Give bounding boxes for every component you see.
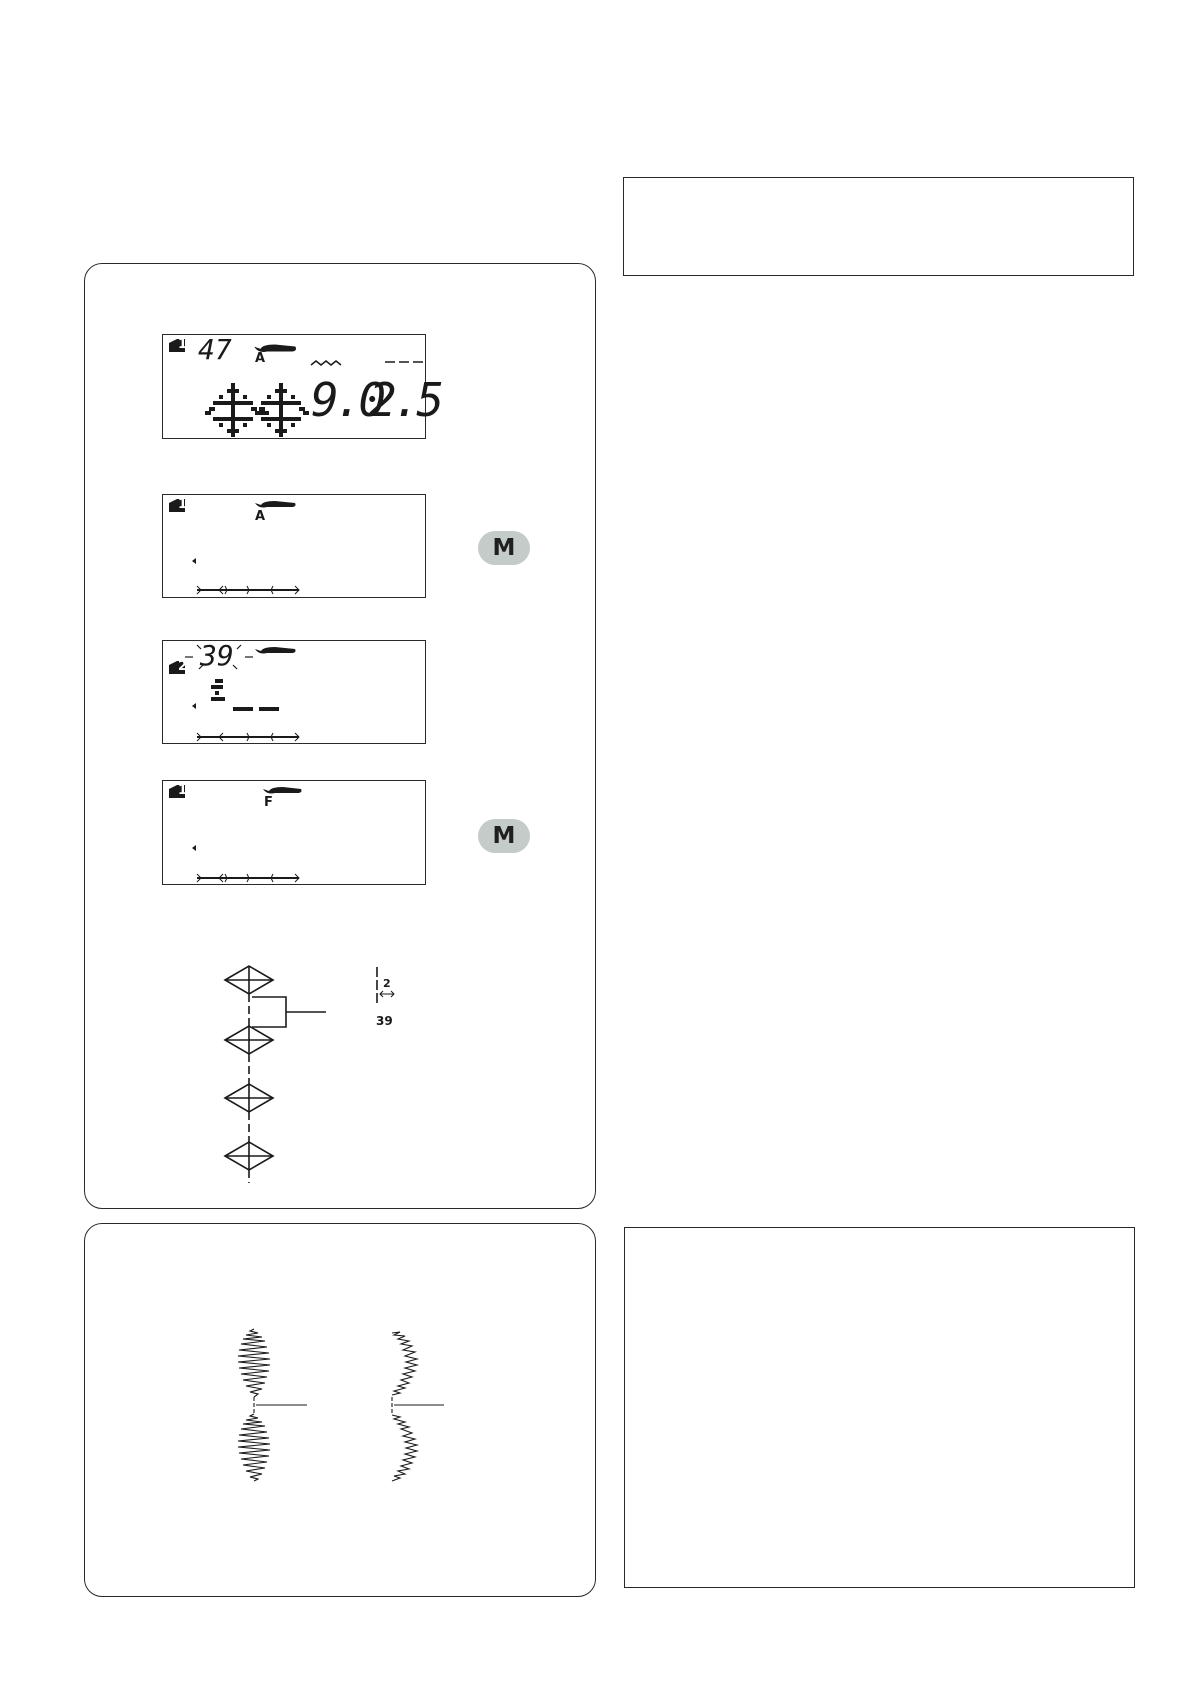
pattern-preview-icon [211,679,279,711]
stitch-width-icon [311,361,341,365]
foot-letter: A [255,351,266,366]
cursor-left-icon [192,845,196,851]
lcd-display-2 [162,494,426,598]
diamond-stitch-icon [225,1084,273,1112]
note-box-bottom [624,1227,1135,1588]
lcd-display-1 [162,333,441,439]
foot-letter: F [264,795,273,810]
note-box-top [623,177,1134,276]
pattern-preview-icon [205,383,309,437]
crescent-icon [392,1332,417,1395]
satin-oval-icon [238,1329,270,1397]
crescent-icon [392,1415,417,1481]
stitch-chart-value: 2 [383,977,391,990]
diamond-stitch-icon [225,1026,273,1054]
stitch-width-value: 9.0 [311,373,383,427]
diamond-stitch-icon [225,966,273,994]
presser-foot-icon [263,787,302,794]
foot-letter: A [255,509,266,524]
presser-foot-icon [255,647,296,654]
memory-number: 2 [178,659,188,674]
stitch-chart-pattern-number: 39 [376,1014,393,1028]
lcd-display-3 [162,640,426,744]
memory-number: 1 [178,337,188,352]
memory-bar [197,586,299,594]
cursor-left-icon [192,703,196,709]
satin-oval-icon [238,1414,270,1481]
tips-panel [84,1223,596,1597]
memory-bar [197,733,299,741]
bracket-callout [252,997,326,1027]
memory-number: 1 [178,783,188,798]
presser-foot-icon [255,501,296,508]
cursor-left-icon [192,558,196,564]
lcd-display-4 [162,780,426,885]
memory-button[interactable]: M [478,819,530,853]
pattern-number: 39 [200,639,234,672]
pattern-number: 47 [198,333,232,366]
diamond-stitch-icon [225,1142,273,1170]
stitch-length-value: 2.5 [369,373,441,427]
memory-button[interactable]: M [478,531,530,565]
satin-stitch-illustration [225,1325,325,1485]
memory-number: 1 [178,497,188,512]
memory-bar [197,874,299,882]
stitch-sequence-diagram [210,955,340,1185]
crescent-stitch-illustration [380,1325,480,1485]
